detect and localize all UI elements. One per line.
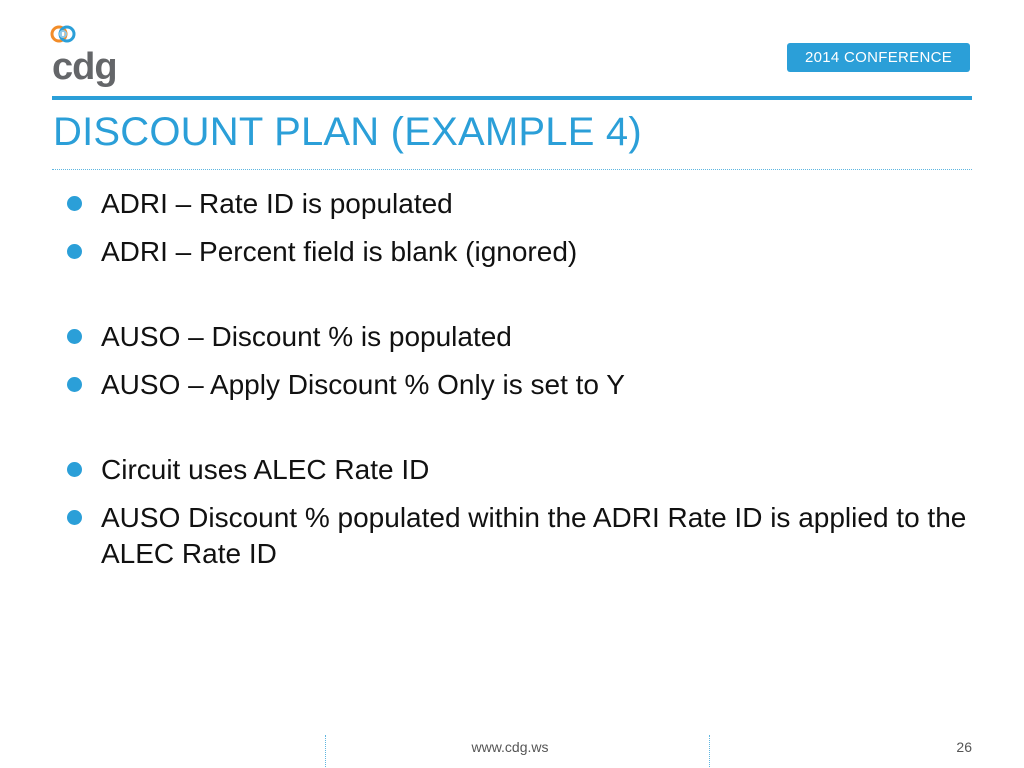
logo-rings-icon — [50, 22, 90, 48]
footer-separator-left — [325, 735, 326, 767]
bullet-text: AUSO – Discount % is populated — [101, 321, 512, 352]
bullet-text: ADRI – Percent field is blank (ignored) — [101, 236, 578, 267]
title-dotted-rule — [52, 169, 972, 170]
bullet-item — [67, 186, 967, 222]
header-rule — [52, 96, 972, 100]
bullet-text: AUSO Discount % populated within the ADRI Rate ID is applied to the ALEC Rate ID — [101, 502, 967, 569]
bullet-text: Circuit uses ALEC Rate ID — [101, 454, 430, 485]
logo-text: cdg — [52, 46, 117, 88]
bullet-item — [67, 319, 967, 355]
slide-title: DISCOUNT PLAN (EXAMPLE 4) — [53, 110, 642, 154]
page-number: 26 — [956, 739, 972, 755]
bullet-item — [67, 234, 967, 270]
bullet-dot-icon — [67, 510, 82, 525]
bullet-list — [67, 186, 967, 584]
bullet-item — [67, 452, 967, 488]
conference-badge: 2014 CONFERENCE — [787, 43, 970, 72]
bullet-item — [67, 500, 967, 572]
footer-separator-right — [709, 735, 710, 767]
bullet-text: AUSO – Apply Discount % Only is set to Y — [101, 369, 625, 400]
bullet-item — [67, 367, 967, 403]
bullet-dot-icon — [67, 377, 82, 392]
bullet-dot-icon — [67, 244, 82, 259]
bullet-dot-icon — [67, 462, 82, 477]
cdg-logo — [50, 22, 120, 88]
bullet-dot-icon — [67, 329, 82, 344]
bullet-text: ADRI – Rate ID is populated — [101, 188, 453, 219]
footer-url: www.cdg.ws — [471, 739, 549, 755]
bullet-dot-icon — [67, 196, 82, 211]
